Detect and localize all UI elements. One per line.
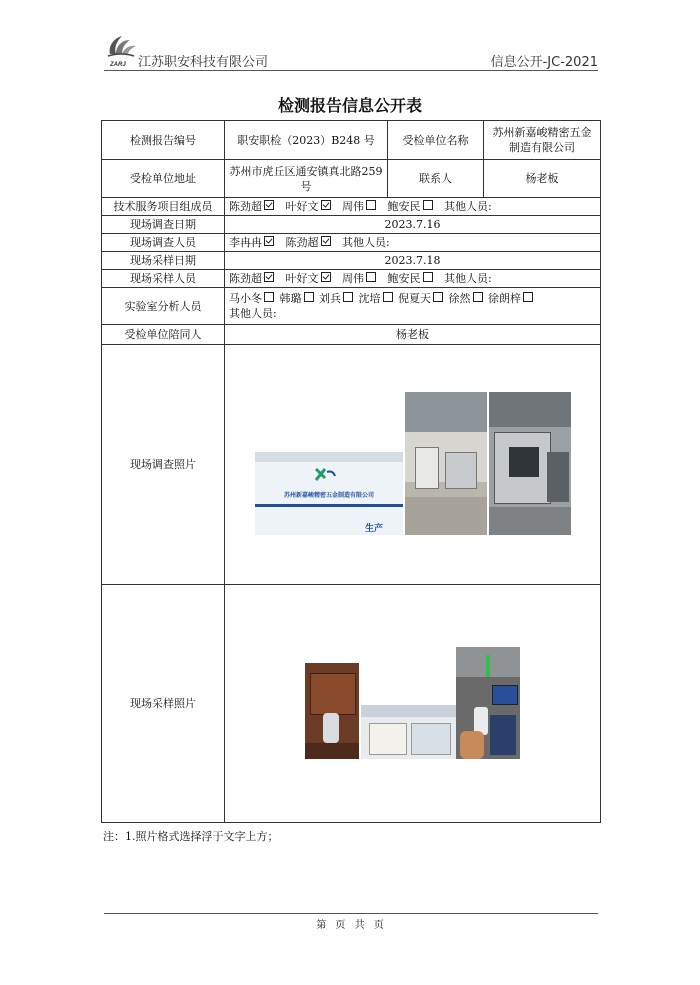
sign-sub-text: 生产 (365, 524, 384, 534)
footnote: 注：1.照片格式选择浮于文字上方； (103, 830, 279, 843)
person: 叶好文 (286, 200, 333, 213)
checkbox-icon[interactable] (433, 292, 443, 302)
label-survey-photos: 现场调查照片 (102, 345, 225, 585)
checkbox-checked-icon[interactable] (321, 200, 331, 210)
label-sampling-staff: 现场采样人员 (102, 270, 225, 288)
footer-divider (104, 913, 598, 914)
person: 周伟 (342, 200, 378, 213)
person: 周伟 (342, 272, 378, 285)
page-title: 检测报告信息公开表 (277, 96, 422, 115)
checkbox-checked-icon[interactable] (264, 200, 274, 210)
others-label: 其他人员: (444, 272, 492, 285)
person: 鲍安民 (388, 272, 435, 285)
person: 徐朗梓 (488, 292, 535, 305)
page-header (104, 30, 598, 70)
others-label: 其他人员: (342, 236, 390, 249)
person: 马小冬 (229, 292, 276, 305)
company-sign-logo (313, 466, 337, 486)
label-lab-staff: 实验室分析人员 (102, 288, 225, 325)
checkbox-checked-icon[interactable] (264, 236, 274, 246)
others-label: 其他人员: (444, 200, 492, 213)
person: 韩璐 (280, 292, 316, 305)
person: 叶好文 (286, 272, 333, 285)
label-sampling-photos: 现场采样照片 (102, 585, 225, 823)
sign-company-text: 苏州新嘉峻精密五金制造有限公司 (283, 492, 374, 499)
label-survey-staff: 现场调查人员 (102, 234, 225, 252)
factory-photo-1 (405, 392, 487, 535)
checkbox-icon[interactable] (423, 200, 433, 210)
person: 沈培 (359, 292, 395, 305)
checkbox-checked-icon[interactable] (321, 236, 331, 246)
checkbox-checked-icon[interactable] (264, 272, 274, 282)
value-client-address: 苏州市虎丘区通安镇真北路259号 (225, 160, 388, 198)
label-survey-date: 现场调查日期 (102, 216, 225, 234)
row-survey-photos (102, 345, 601, 585)
checkbox-icon[interactable] (366, 272, 376, 282)
row-sampling-photos (102, 585, 601, 823)
person: 倪夏天 (398, 292, 445, 305)
checkbox-icon[interactable] (523, 292, 533, 302)
person: 李冉冉 (229, 236, 276, 249)
report-info-table (101, 120, 601, 823)
checkbox-icon[interactable] (423, 272, 433, 282)
sampling-photo-2 (361, 705, 456, 759)
signboard-photo (255, 452, 403, 535)
company-logo (104, 32, 138, 68)
survey-photos-cell (225, 345, 601, 585)
value-survey-date: 2023.7.16 (225, 216, 601, 234)
person: 陈劲超 (286, 236, 333, 249)
row-team (102, 198, 601, 216)
value-contact: 杨老板 (484, 160, 601, 198)
team-members (225, 198, 601, 216)
document-code: 信息公开-JC-2021 (490, 55, 598, 70)
row-lab-staff (102, 288, 601, 325)
checkbox-icon[interactable] (304, 292, 314, 302)
person: 鲍安民 (388, 200, 435, 213)
others-label: 其他人员: (229, 307, 277, 320)
value-sampling-date: 2023.7.18 (225, 252, 601, 270)
value-escort: 杨老板 (225, 325, 601, 345)
value-client-name: 苏州新嘉峻精密五金制造有限公司 (484, 121, 601, 160)
value-report-no: 职安职检（2023）B248 号 (225, 121, 388, 160)
logo-text: ZARJ (110, 62, 126, 68)
row-survey-staff (102, 234, 601, 252)
row-escort (102, 325, 601, 345)
checkbox-icon[interactable] (366, 200, 376, 210)
label-report-no: 检测报告编号 (102, 121, 225, 160)
sampling-staff-members (225, 270, 601, 288)
factory-photo-2 (489, 392, 571, 535)
header-divider (104, 70, 598, 71)
checkbox-checked-icon[interactable] (321, 272, 331, 282)
label-contact: 联系人 (388, 160, 484, 198)
person: 刘兵 (319, 292, 355, 305)
row-client-address (102, 160, 601, 198)
row-sampling-staff (102, 270, 601, 288)
sampling-photo-1 (305, 663, 359, 759)
person: 陈劲超 (229, 272, 276, 285)
row-report-no (102, 121, 601, 160)
lab-staff-members (225, 288, 601, 325)
checkbox-icon[interactable] (473, 292, 483, 302)
label-sampling-date: 现场采样日期 (102, 252, 225, 270)
row-survey-date (102, 216, 601, 234)
label-team: 技术服务项目组成员 (102, 198, 225, 216)
label-escort: 受检单位陪同人 (102, 325, 225, 345)
row-sampling-date (102, 252, 601, 270)
label-client-name: 受检单位名称 (388, 121, 484, 160)
checkbox-icon[interactable] (343, 292, 353, 302)
person: 徐然 (449, 292, 485, 305)
sampling-photos-cell (225, 585, 601, 823)
checkbox-icon[interactable] (264, 292, 274, 302)
person: 陈劲超 (229, 200, 276, 213)
label-client-address: 受检单位地址 (102, 160, 225, 198)
page-number: 第 页 共 页 (316, 920, 384, 931)
company-name: 江苏职安科技有限公司 (138, 55, 269, 70)
survey-staff-members (225, 234, 601, 252)
checkbox-icon[interactable] (383, 292, 393, 302)
sampling-photo-3 (456, 647, 520, 759)
